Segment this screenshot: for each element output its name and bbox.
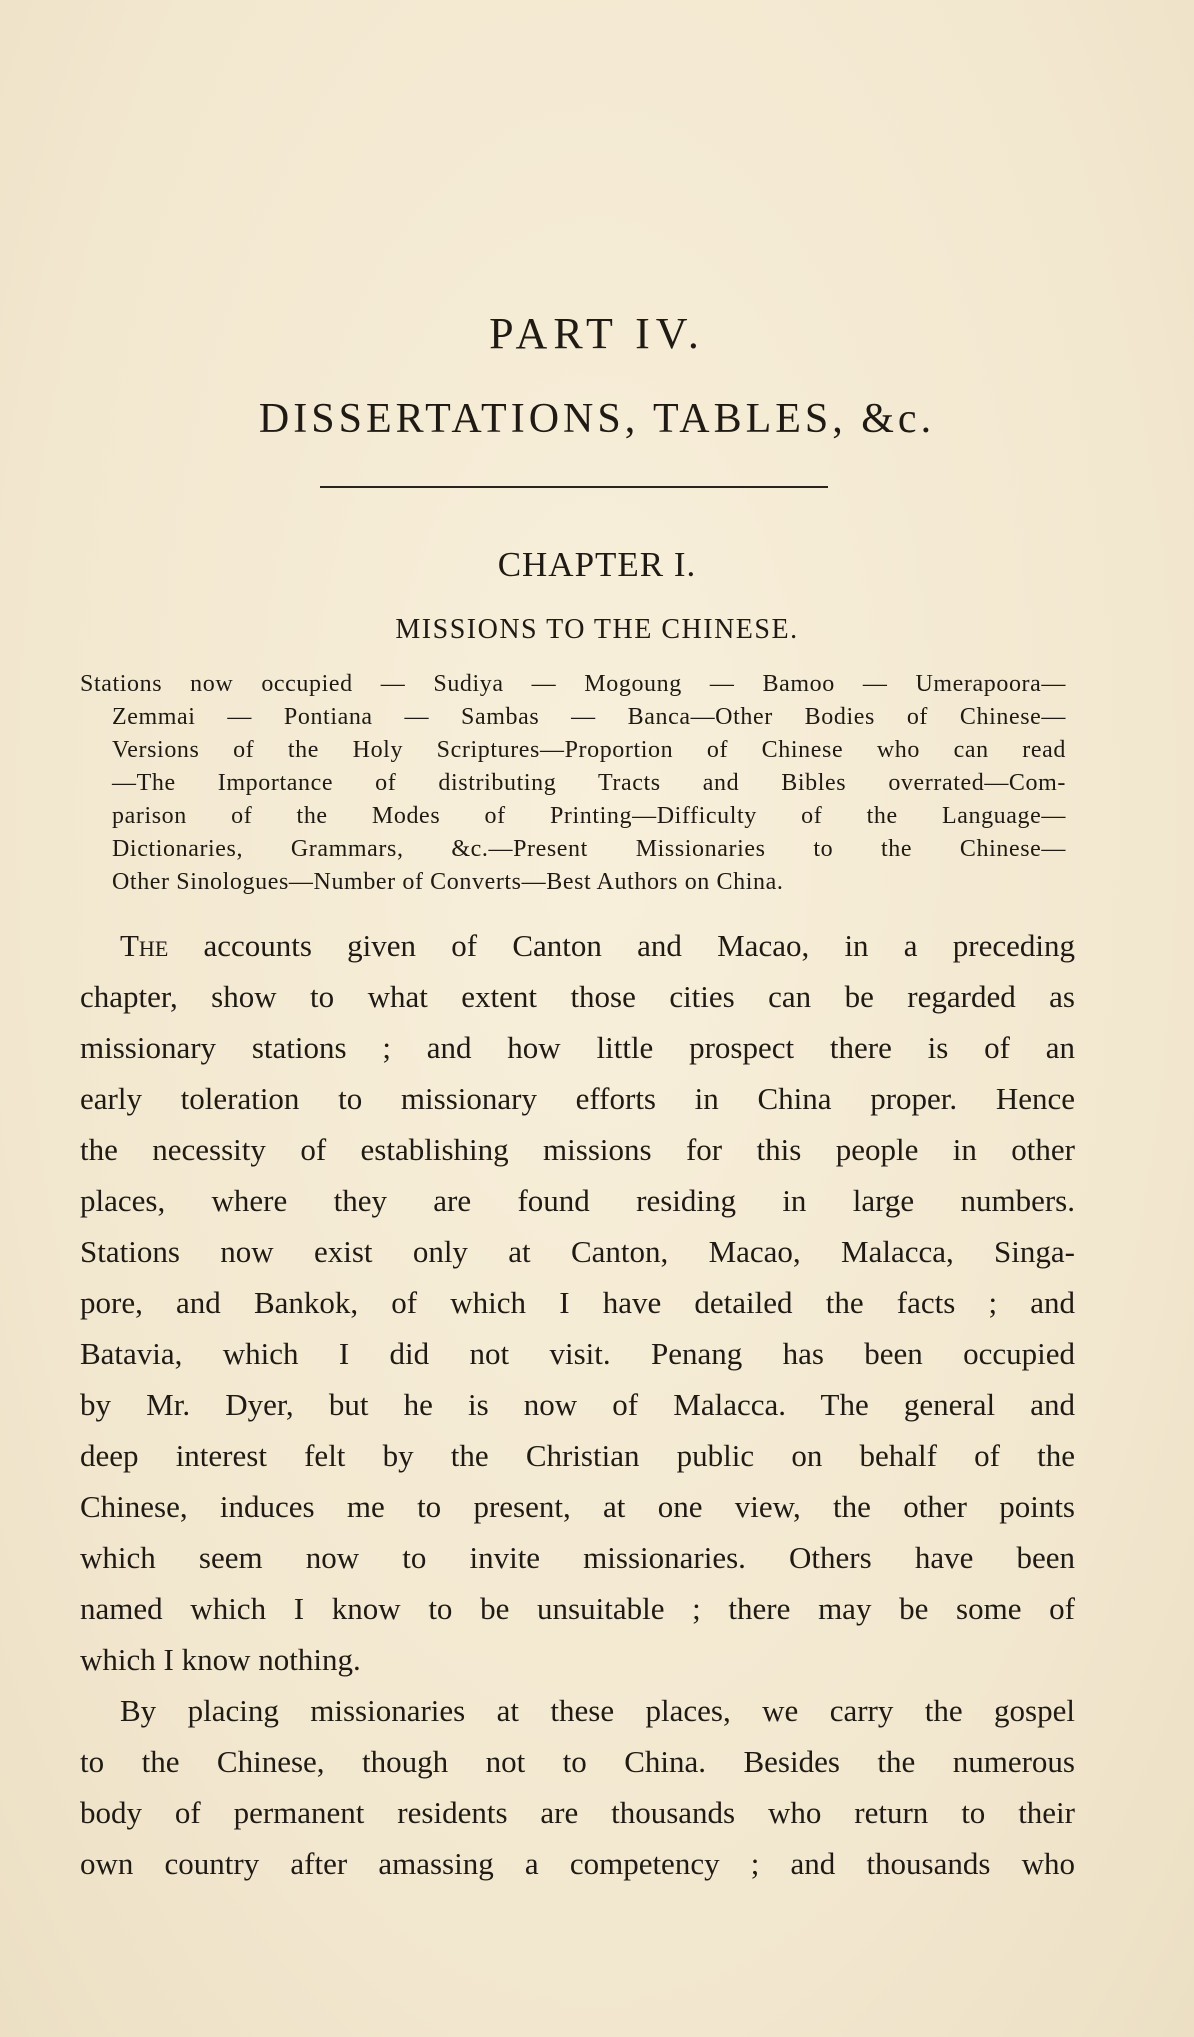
lead-word: The (120, 928, 169, 963)
paragraph-line: early toleration to missionary efforts in China proper. Hence (80, 1081, 1075, 1116)
paragraph-line: which seem now to invite missionaries. Others have been (80, 1540, 1075, 1575)
chapter-title: CHAPTER I. (497, 545, 697, 584)
synopsis-line: Stations now occupied — Sudiya — Mogoung — Bamoo — Umerapoora— (80, 671, 1066, 697)
part-title: PART IV. (489, 309, 705, 358)
paragraph-line: Batavia, which I did not visit. Penang has been occupied (80, 1336, 1075, 1371)
chapter-synopsis (80, 668, 1066, 899)
paragraph-line: body of permanent residents are thousands who return to their (80, 1795, 1075, 1830)
paragraph-line: By placing missionaries at these places, we carry the gospel (120, 1693, 1075, 1728)
synopsis-line: Dictionaries, Grammars, &c.—Present Missionaries to the Chinese— (112, 836, 1066, 862)
synopsis-line: Other Sinologues—Number of Converts—Best Authors on China. (112, 869, 784, 895)
synopsis-line: —The Importance of distributing Tracts and Bibles overrated—Com- (112, 770, 1066, 796)
paragraph-line: missionary stations ; and how little prospect there is of an (80, 1030, 1075, 1065)
body-text (80, 920, 1075, 1889)
synopsis-line: parison of the Modes of Printing—Difficulty of the Language— (112, 803, 1066, 829)
paragraph-line: by Mr. Dyer, but he is now of Malacca. The general and (80, 1387, 1075, 1422)
paragraph-line: own country after amassing a competency ; and thousands who (80, 1846, 1075, 1881)
section-title: DISSERTATIONS, TABLES, &c. (258, 396, 936, 442)
paragraph-line: pore, and Bankok, of which I have detailed the facts ; and (80, 1285, 1075, 1320)
paragraph-line: deep interest felt by the Christian public on behalf of the (80, 1438, 1075, 1473)
paragraph-line: The accounts given of Canton and Macao, in a preceding (120, 928, 1075, 963)
paragraph-line: chapter, show to what extent those cities can be regarded as (80, 979, 1075, 1014)
title-divider (320, 486, 828, 488)
paragraph-line: Stations now exist only at Canton, Macao, Malacca, Singa- (80, 1234, 1075, 1269)
paragraph-line: named which I know to be unsuitable ; there may be some of (80, 1591, 1075, 1626)
synopsis-line: Versions of the Holy Scriptures—Proportion of Chinese who can read (112, 737, 1066, 763)
paragraph-line: to the Chinese, though not to China. Besides the numerous (80, 1744, 1075, 1779)
paragraph-line: which I know nothing. (80, 1642, 361, 1677)
paragraph-line: the necessity of establishing missions for this people in other (80, 1132, 1075, 1167)
chapter-subtitle: MISSIONS TO THE CHINESE. (395, 614, 799, 645)
synopsis-line: Zemmai — Pontiana — Sambas — Banca—Other Bodies of Chinese— (112, 704, 1066, 730)
paragraph-line: places, where they are found residing in large numbers. (80, 1183, 1075, 1218)
paragraph-line: Chinese, induces me to present, at one view, the other points (80, 1489, 1075, 1524)
